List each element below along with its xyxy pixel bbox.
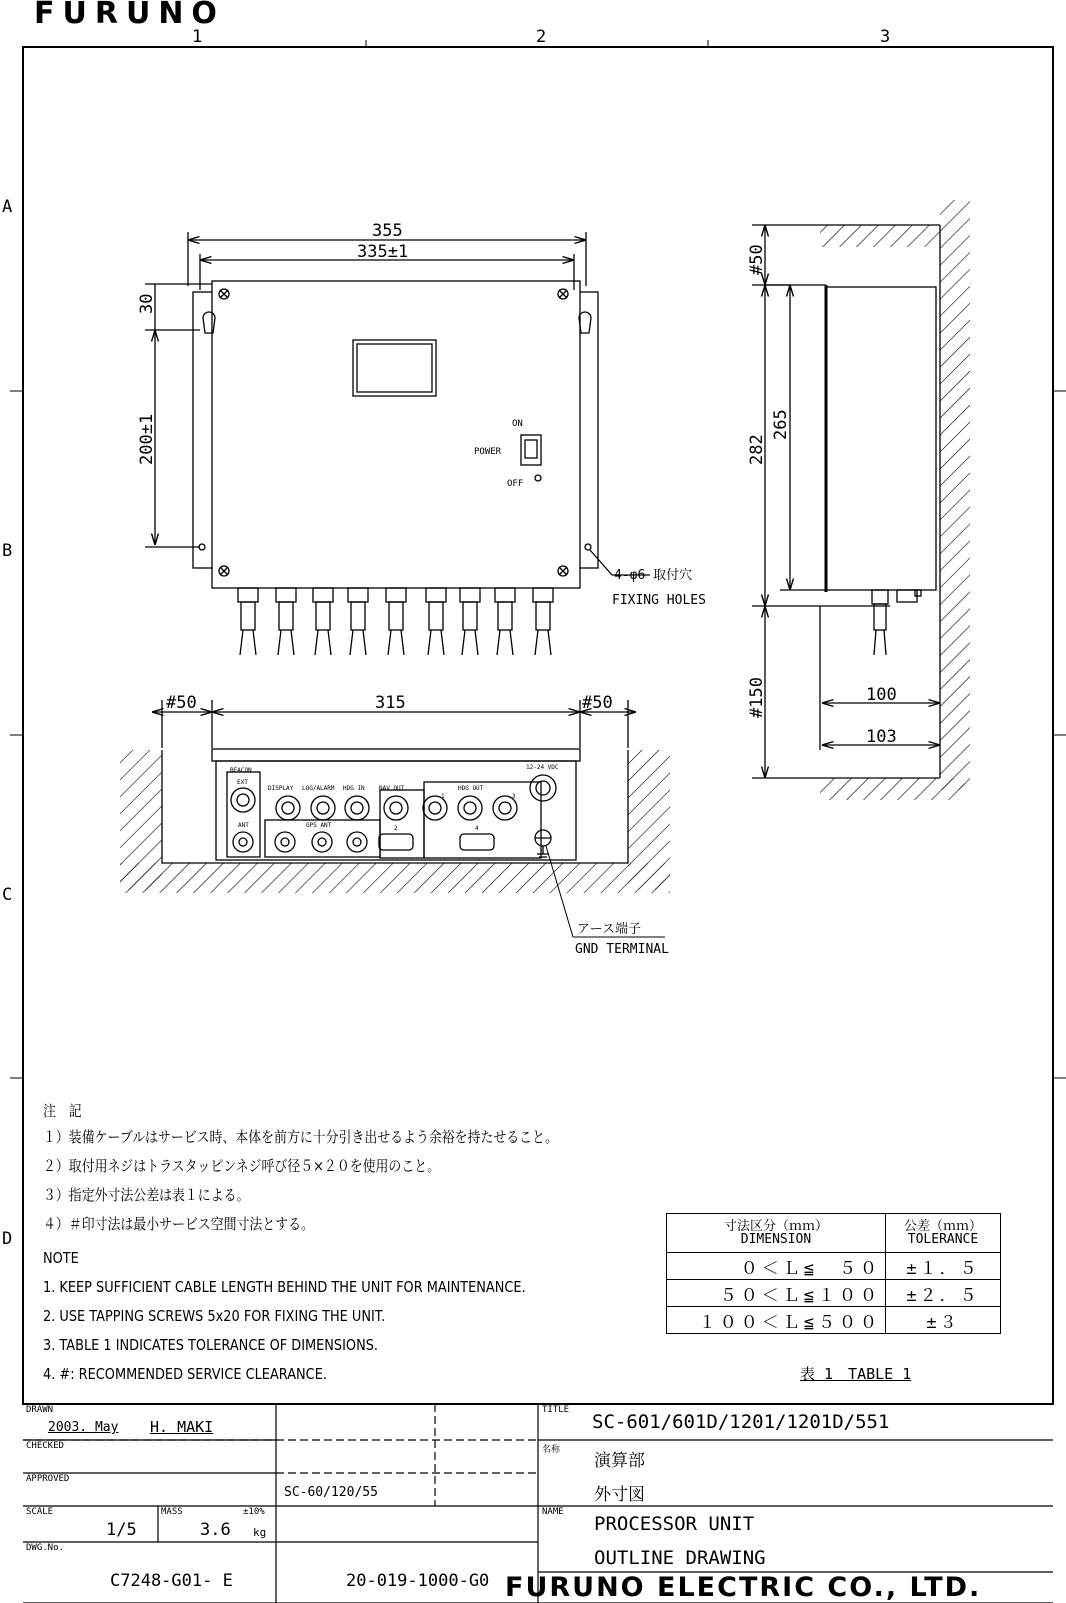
ref-number: 20-019-1000-G0	[346, 1571, 490, 1591]
note-en-4: 4. #: RECOMMENDED SERVICE CLEARANCE.	[43, 1365, 327, 1383]
fixing-holes-jp: 4-φ6 取付穴	[614, 568, 693, 583]
note-jp-3: ３）指定外寸法公差は表１による。	[43, 1186, 250, 1204]
grid-col-3: 3	[880, 27, 891, 47]
note-jp-4: ４）＃印寸法は最小サービス空間寸法とする。	[43, 1215, 314, 1233]
front-view	[145, 232, 650, 655]
mass-label: MASS	[161, 1507, 183, 1517]
dim-side-100: 100	[866, 685, 897, 705]
header-dimension-jp: 寸法区分（ｍｍ）	[723, 1219, 828, 1234]
label-port-3: 3	[512, 793, 516, 800]
label-hdg-out: HDG OUT	[458, 785, 484, 792]
header-tolerance	[886, 1214, 1001, 1253]
name-jp-1: 演算部	[594, 1451, 645, 1471]
front-cable-glands	[238, 588, 553, 655]
tolerance-cell: ±１．５	[886, 1253, 1001, 1280]
grid-col-2: 2	[536, 27, 547, 47]
switch-power-label: POWER	[474, 447, 502, 457]
header-tolerance-en: TOLERANCE	[907, 1232, 979, 1247]
header-tolerance-jp: 公差（ｍｍ）	[903, 1219, 982, 1234]
header-dimension	[667, 1214, 886, 1253]
name-label: NAME	[542, 1507, 564, 1517]
tolerance-table	[666, 1213, 1001, 1334]
gnd-terminal-jp: アース端子	[577, 922, 641, 937]
note-en-1: 1. KEEP SUFFICIENT CABLE LENGTH BEHIND THE UNIT FOR MAINTENANCE.	[43, 1278, 526, 1296]
label-port-4: 4	[475, 825, 479, 832]
grid-row-d: D	[2, 1229, 13, 1249]
dim-side-265: 265	[771, 409, 791, 440]
dim-30: 30	[137, 293, 157, 314]
dim-side-150: #150	[747, 677, 767, 718]
dsub-connector-icon	[460, 834, 494, 850]
label-ant: ANT	[238, 822, 249, 829]
label-port-2: 2	[394, 825, 398, 832]
drawn-date: 2003. May	[48, 1420, 119, 1435]
title-label: TITLE	[542, 1405, 570, 1415]
dwg-no-label: DWG.No.	[26, 1543, 64, 1553]
dim-bottom-50-left: #50	[166, 693, 197, 713]
note-en-2: 2. USE TAPPING SCREWS 5x20 FOR FIXING THE UNIT.	[43, 1307, 386, 1325]
range-cell: １００＜Ｌ≦５００	[667, 1307, 886, 1334]
bnc-connector-icon	[233, 832, 367, 852]
table-row	[667, 1307, 1001, 1334]
checked-label: CHECKED	[26, 1441, 64, 1451]
side-view	[752, 200, 970, 800]
mass-value: 3.6	[200, 1520, 231, 1540]
grid-row-c: C	[2, 885, 13, 905]
mass-tolerance: ±10%	[243, 1507, 265, 1517]
dsub-connector-icon	[379, 834, 413, 850]
range-cell: ０＜Ｌ≦ ５０	[667, 1253, 886, 1280]
dim-335: 335±1	[357, 242, 409, 262]
bottom-view	[120, 700, 670, 937]
dim-200: 200±1	[137, 413, 157, 465]
note-jp-1: １）装備ケーブルはサービス時、本体を前方に十分引き出せるよう余裕を持たせること。	[43, 1128, 558, 1146]
dim-side-103: 103	[866, 727, 897, 747]
mass-unit: kg	[253, 1526, 267, 1539]
name-jp-2: 外寸図	[594, 1485, 645, 1505]
name-jp-label: 名称	[542, 1445, 561, 1455]
switch-on-label: ON	[512, 419, 523, 429]
name-1: PROCESSOR UNIT	[594, 1513, 755, 1535]
fixing-holes-en: FIXING HOLES	[612, 593, 706, 608]
label-beacon: BEACON	[230, 767, 252, 774]
drawn-by: H. MAKI	[150, 1418, 214, 1436]
ground-terminal-icon	[535, 830, 551, 857]
gnd-terminal-en: GND TERMINAL	[575, 942, 669, 957]
approved-label: APPROVED	[26, 1474, 70, 1484]
company-name: FURUNO ELECTRIC CO., LTD.	[505, 1572, 982, 1603]
name-2: OUTLINE DRAWING	[594, 1547, 766, 1569]
dim-bottom-50-right: #50	[582, 693, 613, 713]
drawing-title: SC-601/601D/1201/1201D/551	[592, 1411, 890, 1433]
ref-model: SC-60/120/55	[284, 1485, 378, 1500]
tolerance-cell: ±２．５	[886, 1280, 1001, 1307]
label-hdg-in: HDG IN	[343, 785, 365, 792]
label-nav-out: NAV OUT	[379, 785, 405, 792]
grid-col-1: 1	[192, 27, 203, 47]
label-power-input: 12-24 VDC	[526, 764, 559, 771]
grid-row-a: A	[2, 197, 13, 217]
table-row	[667, 1253, 1001, 1280]
dwg-no: C7248-G01- E	[110, 1571, 233, 1591]
label-display: DISPLAY	[268, 785, 294, 792]
drawn-label: DRAWN	[26, 1405, 54, 1415]
table-header-row	[667, 1214, 1001, 1253]
range-cell: ５０＜Ｌ≦１００	[667, 1280, 886, 1307]
grid-row-b: B	[2, 541, 13, 561]
furuno-logo: FURUNO	[34, 0, 225, 31]
dim-355: 355	[372, 221, 403, 241]
table-caption: 表 1 TABLE 1	[800, 1365, 912, 1383]
note-jp-2: ２）取付用ネジはトラスタッピンネジ呼び径５×２０を使用のこと。	[43, 1157, 441, 1175]
scale-value: 1/5	[106, 1520, 137, 1540]
note-en-3: 3. TABLE 1 INDICATES TOLERANCE OF DIMENSIONS.	[43, 1336, 379, 1354]
dim-bottom-315: 315	[375, 693, 406, 713]
tolerance-cell: ±３	[886, 1307, 1001, 1334]
label-port-1: 1	[441, 793, 445, 800]
label-log-alarm: LOG/ALARM	[302, 785, 335, 792]
header-dimension-en: DIMENSION	[740, 1232, 812, 1247]
label-ext: EXT	[237, 779, 248, 786]
switch-off-label: OFF	[507, 479, 524, 489]
notes-en-title: NOTE	[43, 1249, 79, 1267]
dim-side-50: #50	[747, 244, 767, 275]
label-gps-ant: GPS ANT	[306, 822, 332, 829]
scale-label: SCALE	[26, 1507, 54, 1517]
table-row	[667, 1280, 1001, 1307]
notes-jp-title: 注 記	[43, 1102, 82, 1120]
dim-side-282: 282	[747, 434, 767, 465]
